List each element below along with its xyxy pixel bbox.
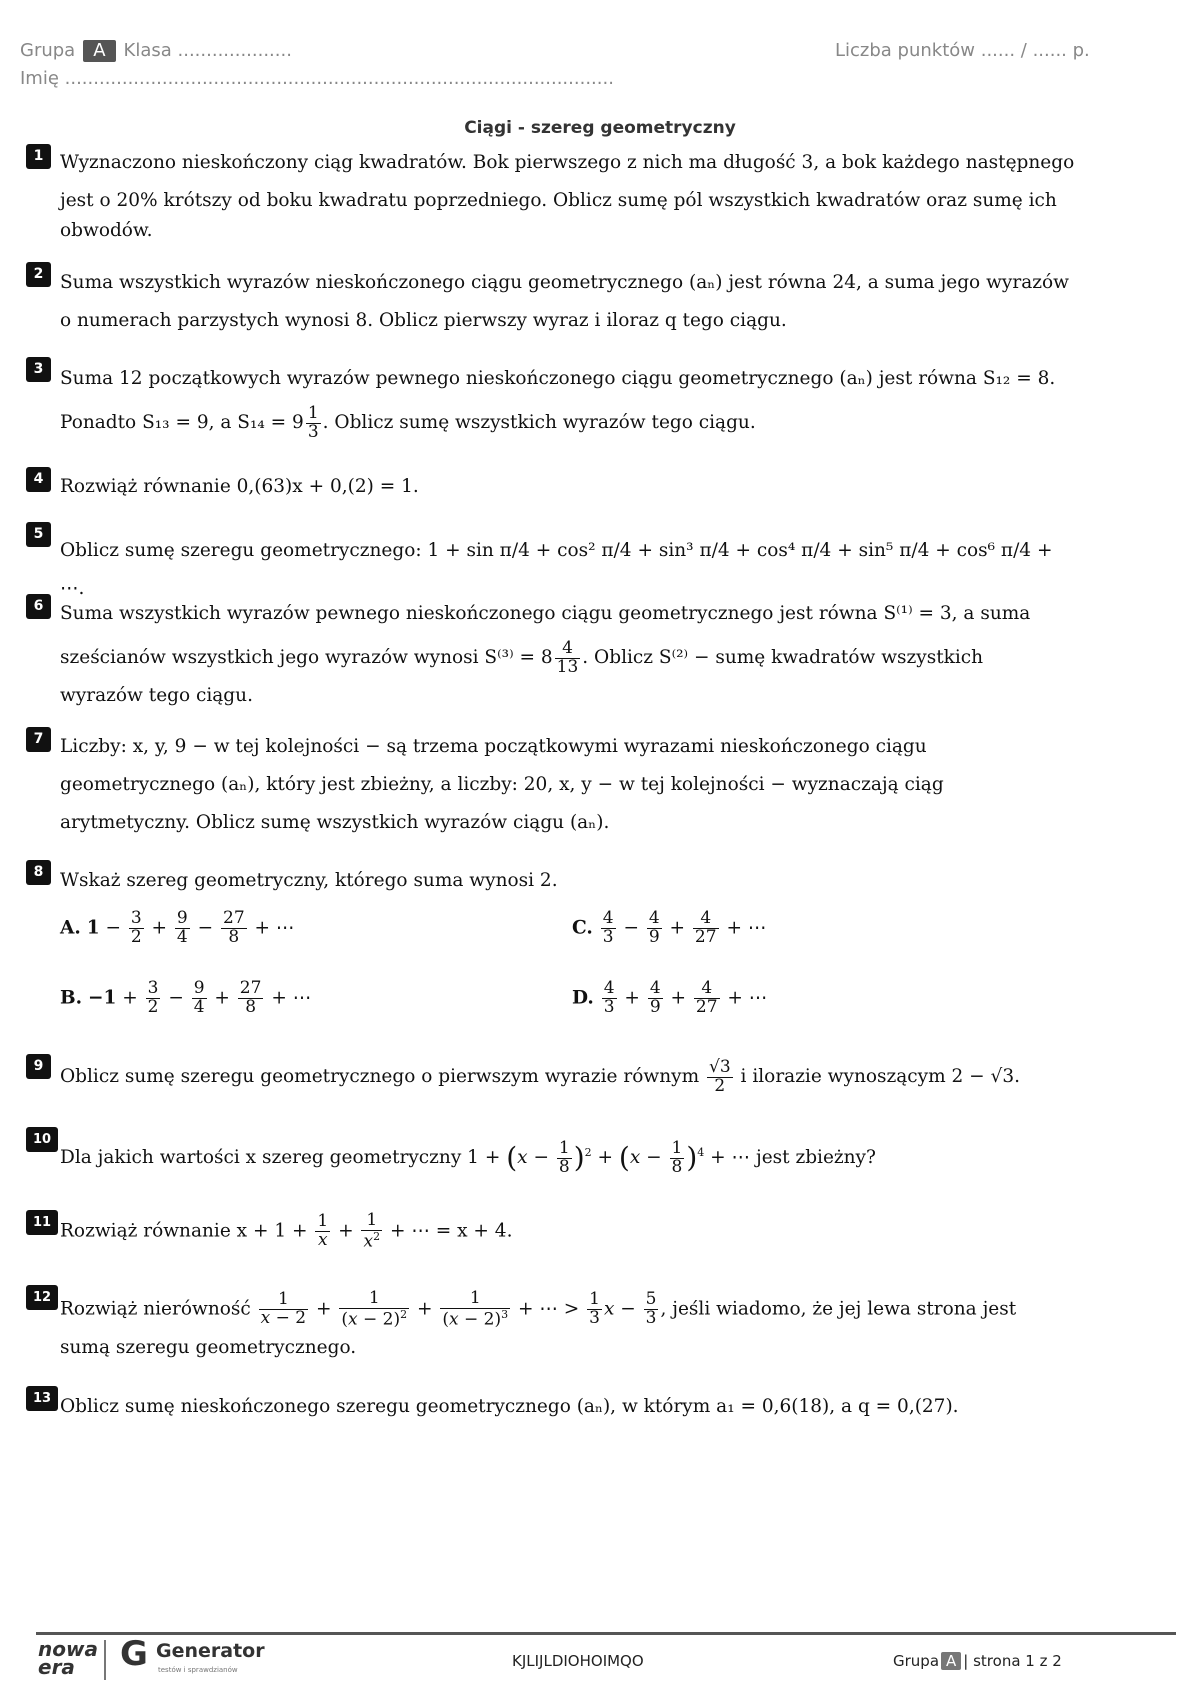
task-10: Dla jakich wartości x szereg geometryczny 1 + (x − $\frac{1}{8}$ )$^2$ + (x − $\frac{1}{8}$ )$^4$ + ⋯ jest zbieżny? (60, 1137, 876, 1177)
footer-page-info (893, 1652, 1062, 1670)
page-number: | strona 1 z 2 (963, 1652, 1062, 1670)
task-number-6: 6 (26, 594, 51, 619)
task-12-text-b: , jeśli wiadomo, że jej lewa strona jest (660, 1298, 1017, 1320)
nowa-era-logo (38, 1637, 98, 1679)
task-8: Wskaż szereg geometryczny, którego suma wynosi 2. (60, 870, 558, 891)
option-a[interactable]: A. 1 − $\frac{3}{2}$ + $\frac{9}{4}$ − $\frac{27}{8}$ + ⋯ (60, 908, 295, 947)
group-badge: A (83, 40, 115, 62)
header-group (20, 40, 292, 62)
task-7-line-3: arytmetyczny. Oblicz sumę wszystkich wyrazów ciągu (aₙ). (60, 812, 610, 833)
task-1-line-1: Wyznaczono nieskończony ciąg kwadratów. Bok pierwszego z nich ma długość 3, a bok każdego następnego (60, 152, 1075, 173)
task-10-text-a: Dla jakich wartości x szereg geometryczny 1 + (60, 1147, 501, 1169)
task-7-line-2: geometrycznego (aₙ), który jest zbieżny, a liczby: 20, x, y − w tej kolejności − wyznaczają ciąg (60, 774, 944, 795)
task-9-text-b: i ilorazie wynoszącym 2 − √3. (740, 1066, 1020, 1087)
task-number-1: 1 (26, 144, 51, 169)
task-3-text-b: . Oblicz sumę wszystkich wyrazów tego ciągu. (322, 412, 756, 433)
fraction: $\frac{√3}{2}$ (709, 1056, 731, 1096)
document-code: KJLIJLDIOHOIMQO (512, 1652, 644, 1670)
points-field: Liczba punktów ...... / ...... p. (835, 40, 1090, 61)
task-3-line-1: Suma 12 początkowych wyrazów pewnego nieskończonego ciągu geometrycznego (aₙ) jest równa S₁₂ = 8. (60, 368, 1056, 389)
task-3-text-a: Ponadto S₁₃ = 9, a S₁₄ = 9 (60, 412, 304, 433)
option-a-label: A. (60, 917, 81, 939)
logo-era-text: era (38, 1655, 75, 1679)
task-number-10: 10 (26, 1127, 58, 1152)
task-6-line-1: Suma wszystkich wyrazów pewnego nieskończonego ciągu geometrycznego jest równa S⁽¹⁾ = 3, a suma (60, 603, 1031, 624)
task-number-12: 12 (26, 1285, 58, 1310)
task-number-13: 13 (26, 1386, 58, 1411)
task-11-text-b: + ⋯ = x + 4. (389, 1220, 513, 1242)
task-5: Oblicz sumę szeregu geometrycznego: 1 + sin π/4 + cos² π/4 + sin³ π/4 + cos⁴ π/4 + sin⁵ π/4 + cos⁶ π/4 + ⋯. (60, 540, 1053, 599)
footer-group-badge: A (941, 1652, 961, 1670)
task-number-8: 8 (26, 860, 51, 885)
task-number-3: 3 (26, 357, 51, 382)
task-6-text-a: sześcianów wszystkich jego wyrazów wynosi S⁽³⁾ = 8 (60, 647, 553, 668)
group-label: Grupa (20, 40, 76, 61)
fraction: $\frac{1}{3}$ (307, 402, 319, 442)
task-3-line-2 (60, 404, 1080, 442)
task-2-line-1: Suma wszystkich wyrazów nieskończonego ciągu geometrycznego (aₙ) jest równa 24, a suma jego wyrazów (60, 272, 1069, 293)
task-6-line-2 (60, 639, 1080, 677)
option-b[interactable]: B. −1 + $\frac{3}{2}$ − $\frac{9}{4}$ + $\frac{27}{8}$ + ⋯ (60, 978, 312, 1017)
page-title: Ciągi - szereg geometryczny (464, 118, 736, 138)
task-number-9: 9 (26, 1054, 51, 1079)
task-6 (60, 595, 1080, 715)
task-6-line-3: wyrazów tego ciągu. (60, 685, 253, 706)
task-7-line-1: Liczby: x, y, 9 − w tej kolejności − są trzema początkowymi wyrazami nieskończonego ciągu (60, 736, 927, 757)
logo-sub-text: testów i sprawdzianów (158, 1666, 238, 1674)
task-number-4: 4 (26, 467, 51, 492)
task-1-line-2: jest o 20% krótszy od boku kwadratu poprzedniego. Oblicz sumę pól wszystkich kwadratów oraz sumę ich (60, 190, 1057, 211)
task-2 (60, 264, 1080, 340)
logo-generator-text: Generator (156, 1640, 265, 1662)
generator-g-icon: G (120, 1634, 148, 1674)
option-c-label: C. (572, 917, 593, 939)
name-field: Imię ................................................................................................ (20, 68, 614, 89)
task-number-5: 5 (26, 522, 51, 547)
task-3 (60, 360, 1080, 442)
option-d[interactable]: D. $\frac{4}{3}$ + $\frac{4}{9}$ + $\frac{4}{27}$ + ⋯ (572, 978, 768, 1017)
task-6-text-b: . Oblicz S⁽²⁾ − sumę kwadratów wszystkich (582, 647, 984, 668)
task-12-line-1: Rozwiąż nierówność $\frac{1}{x - 2}$ + $\frac{1}{(x - 2)^2}$ + $\frac{1}{(x - 2)^3}$ + ⋯ > $\frac{1}{3}$ x − $\frac{5}{3}$ , jeśli wiadomo, że jej lewa strona jest (60, 1288, 1017, 1330)
task-12-line-2: sumą szeregu geometrycznego. (60, 1337, 357, 1359)
footer-group-label: Grupa (893, 1652, 940, 1670)
task-number-7: 7 (26, 727, 51, 752)
task-12 (60, 1290, 1080, 1367)
task-1-line-3: obwodów. (60, 220, 153, 241)
task-9-text-a: Oblicz sumę szeregu geometrycznego o pierwszym wyrazie równym (60, 1066, 700, 1087)
task-11: Rozwiąż równanie x + 1 + $\frac{1}{x}$ + $\frac{1}{x^2}$ + ⋯ = x + 4. (60, 1210, 513, 1252)
task-13: Oblicz sumę nieskończonego szeregu geometrycznego (aₙ), w którym a₁ = 0,6(18), a q = 0,(27). (60, 1396, 959, 1417)
task-9 (60, 1058, 1080, 1096)
task-7 (60, 728, 1080, 842)
task-10-text-b: jest zbieżny? (755, 1147, 876, 1169)
task-11-text-a: Rozwiąż równanie x + 1 + (60, 1220, 308, 1242)
class-field: Klasa .................... (123, 40, 292, 61)
task-12-text-a: Rozwiąż nierówność (60, 1298, 251, 1320)
logo-nowa-text: nowa (38, 1637, 98, 1661)
task-4: Rozwiąż równanie 0,(63)x + 0,(2) = 1. (60, 476, 419, 497)
logo-separator (104, 1640, 106, 1680)
task-number-11: 11 (26, 1210, 58, 1235)
fraction: $\frac{4}{13}$ (556, 637, 579, 677)
option-d-label: D. (572, 987, 594, 1009)
task-2-line-2: o numerach parzystych wynosi 8. Oblicz pierwszy wyraz i iloraz q tego ciągu. (60, 310, 787, 331)
option-b-label: B. (60, 987, 83, 1009)
option-c[interactable]: C. $\frac{4}{3}$ − $\frac{4}{9}$ + $\frac{4}{27}$ + ⋯ (572, 908, 767, 947)
task-number-2: 2 (26, 262, 51, 287)
task-1 (60, 144, 1080, 250)
footer-divider (36, 1632, 1176, 1635)
